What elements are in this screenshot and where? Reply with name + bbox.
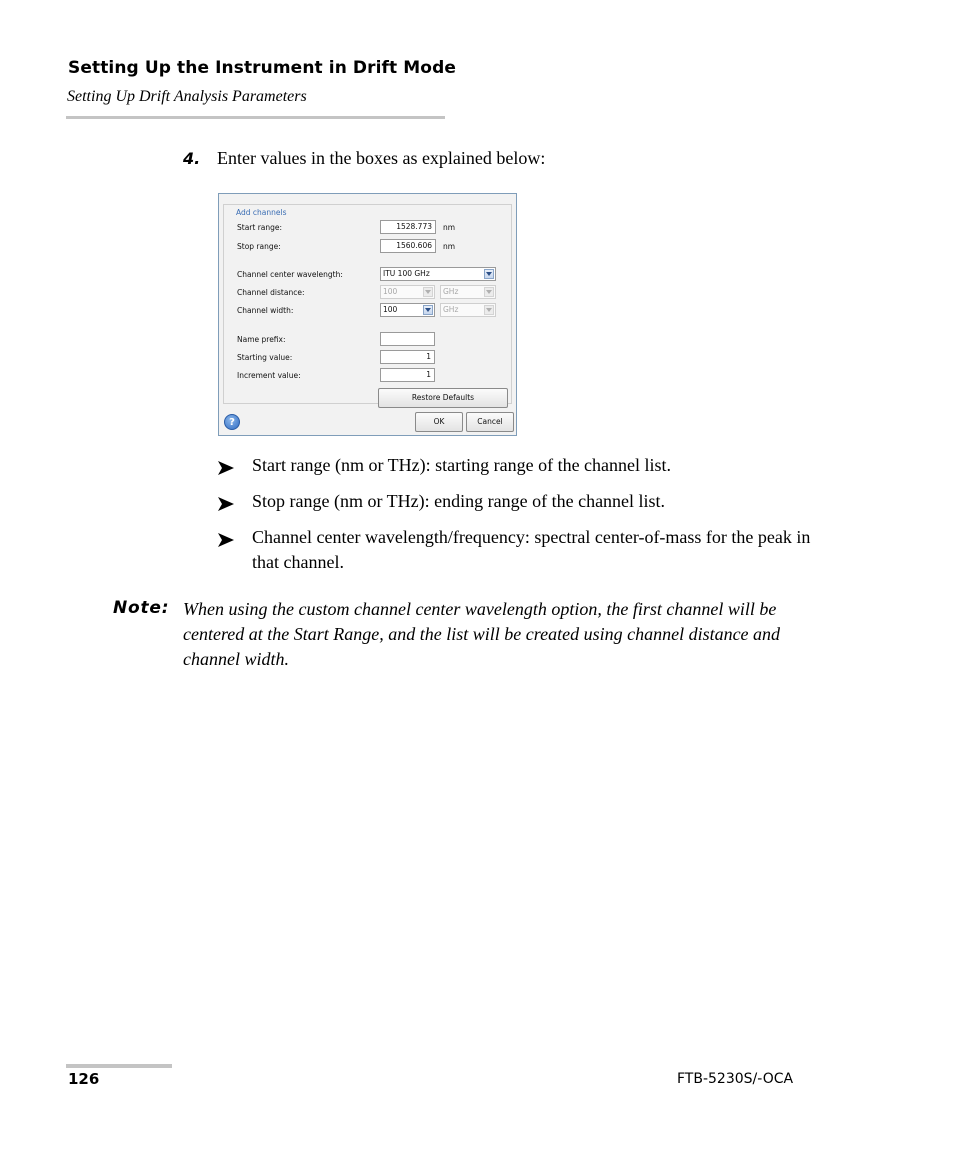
bullet-text: Start range (nm or THz): starting range of the channel list. [252, 455, 672, 475]
channel-distance-unit: GHz [443, 287, 459, 296]
name-prefix-input[interactable] [380, 332, 435, 346]
page-number: 126 [68, 1070, 100, 1088]
increment-value-label: Increment value: [237, 371, 301, 380]
chevron-down-icon [484, 287, 494, 297]
bullet-text: Stop range (nm or THz): ending range of the channel list. [252, 491, 666, 511]
note-text: When using the custom channel center wavelength option, the first channel will be centered at the Start Range, and the list will be created using channel distance and channel width. [183, 599, 781, 669]
restore-defaults-button[interactable]: Restore Defaults [378, 388, 508, 408]
add-channels-group [223, 204, 512, 404]
section-title: Setting Up the Instrument in Drift Mode [68, 58, 456, 78]
arrow-bullet-icon [218, 493, 234, 518]
center-wavelength-value: ITU 100 GHz [383, 269, 430, 278]
start-range-unit: nm [443, 223, 456, 232]
increment-value-input[interactable]: 1 [380, 368, 435, 382]
add-channels-dialog [218, 193, 517, 436]
footer-divider [66, 1064, 172, 1068]
bullet-text: Channel center wavelength/frequency: spectral center-of-mass for the peak in that channel. [252, 527, 811, 572]
step-number: 4. [183, 149, 201, 168]
channel-width-label: Channel width: [237, 306, 294, 315]
channel-distance-label: Channel distance: [237, 288, 305, 297]
cancel-button[interactable]: Cancel [466, 412, 514, 432]
ok-button[interactable]: OK [415, 412, 463, 432]
channel-width-dropdown[interactable] [380, 303, 435, 317]
stop-range-unit: nm [443, 242, 456, 251]
channel-width-value: 100 [383, 305, 398, 314]
arrow-bullet-icon [218, 457, 234, 482]
header-divider [66, 116, 445, 119]
chevron-down-icon [484, 305, 494, 315]
center-wavelength-label: Channel center wavelength: [237, 270, 343, 279]
starting-value-input[interactable]: 1 [380, 350, 435, 364]
channel-width-unit: GHz [443, 305, 459, 314]
channel-distance-dropdown[interactable] [380, 285, 435, 299]
chevron-down-icon[interactable] [423, 305, 433, 315]
name-prefix-label: Name prefix: [237, 335, 286, 344]
starting-value-label: Starting value: [237, 353, 293, 362]
step-text: Enter values in the boxes as explained below: [217, 148, 546, 168]
note-label: Note: [113, 598, 170, 618]
product-name: FTB-5230S/-OCA [677, 1071, 794, 1087]
arrow-bullet-icon [218, 529, 234, 554]
chevron-down-icon[interactable] [484, 269, 494, 279]
stop-range-input[interactable]: 1560.606 [380, 239, 436, 253]
chevron-down-icon [423, 287, 433, 297]
step-instruction [183, 148, 545, 169]
channel-distance-unit-dropdown[interactable] [440, 285, 496, 299]
channel-width-unit-dropdown[interactable] [440, 303, 496, 317]
start-range-input[interactable]: 1528.773 [380, 220, 436, 234]
start-range-label: Start range: [237, 223, 283, 232]
stop-range-label: Stop range: [237, 242, 281, 251]
section-subtitle: Setting Up Drift Analysis Parameters [67, 88, 307, 105]
channel-distance-value: 100 [383, 287, 398, 296]
center-wavelength-dropdown[interactable] [380, 267, 496, 281]
group-legend: Add channels [236, 208, 287, 217]
help-icon[interactable]: ? [224, 414, 240, 430]
